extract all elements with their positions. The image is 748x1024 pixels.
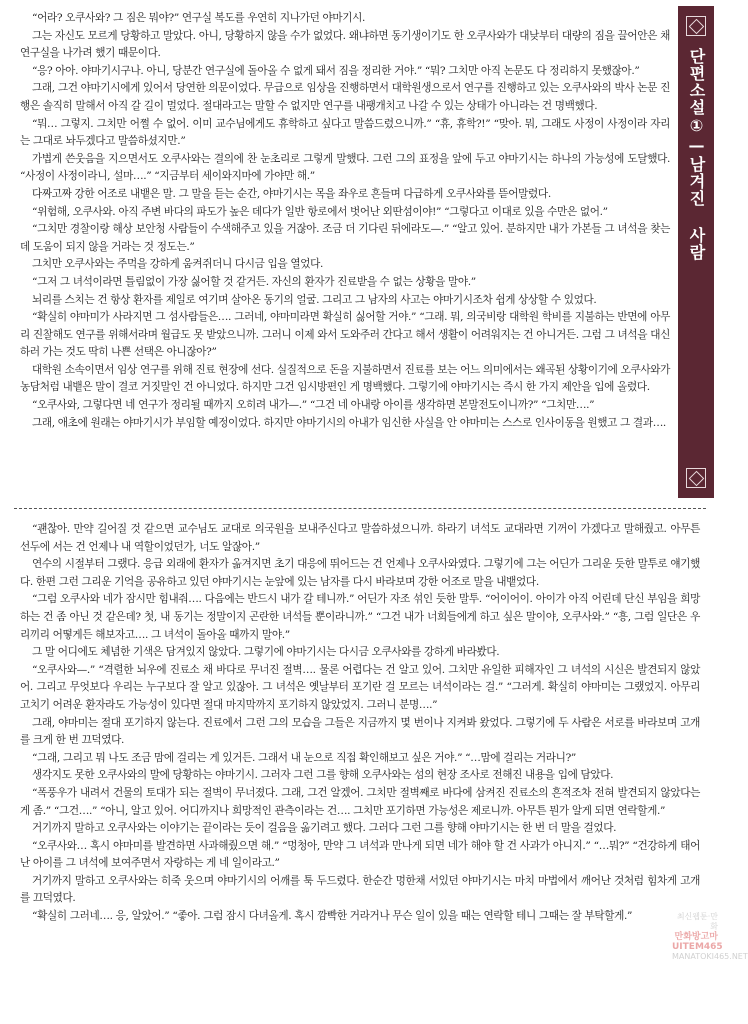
story-paragraph: “응? 아아. 야마기시구나. 아니, 당분간 연구실에 돌아올 수 없게 돼서 짐을 정리한 거야.” “뭐? 그치만 아직 논문도 다 정리하지 못했잖아.” <box>32 64 640 77</box>
story-paragraph: 그래, 야마미는 절대 포기하지 않는다. 진료에서 그런 그의 모습을 그들은 지금까지 몇 번이나 지켜봐 왔었다. 그렇기에 두 사람은 서로를 바라보며 고개를 크게 한 번 끄덕였다. <box>20 716 700 747</box>
watermark-line: 최신웹툰·만화 <box>676 912 718 931</box>
story-paragraph: “확실히 그러네…. 응, 알았어.” “좋아. 그럼 잠시 다녀올게. 혹시 깜빡한 거라거나 무슨 일이 있을 때는 연락할 테니 그때는 잘 부탁할게.” <box>32 910 633 923</box>
story-paragraph: “그치만 경찰이랑 해상 보안청 사람들이 수색해주고 있을 거잖아. 조금 더 기다린 뒤에라도—.” “알고 있어. 분하지만 내가 가본들 그 녀석을 찾는데 도움이 되지 않을 거라는 것 정도는.” <box>20 223 670 253</box>
series-title: 단편소설①—남겨진 사람 <box>687 48 706 261</box>
watermark-url: MANATOKI465.NET <box>672 952 748 961</box>
story-paragraph: 뇌리를 스치는 건 항상 환자를 제일로 여기며 살아온 동기의 얼굴. 그리고 그 남자의 사고는 야마기시조차 쉽게 상상할 수 있었다. <box>32 293 597 306</box>
series-sidebar <box>678 6 714 498</box>
story-paragraph: 그래, 애초에 원래는 야마기시가 부임할 예정이었다. 하지만 야마기시의 아내가 임신한 사실을 안 야마미는 스스로 인사이동을 원했고 그 결과…. <box>32 416 666 429</box>
bottom-story-section <box>20 521 700 926</box>
story-paragraph: “그럼 오쿠사와 네가 잠시만 힘내줘…. 다음에는 반드시 내가 갈 테니까.” 어딘가 자조 섞인 듯한 말투. “어이어이. 아이가 아직 어린데 단신 부임을 희망하는 건 좀 아닌 것 같은데? 첫, 내 동기는 정말이지 곤란한 녀석들 뿐이라니까.” “그건 내가 너희들에게 하고 싶은 말이야, 오쿠사와.” “흥, 그럼 일단은 우리끼리 어떻게든 해보자고…. 그 녀석이 돌아올 때까지 말야.” <box>20 593 700 641</box>
site-watermark <box>672 912 748 1022</box>
story-paragraph: 그는 자신도 모르게 당황하고 말았다. 아니, 당황하지 않을 수가 없었다. 왜냐하면 동기생이기도 한 오쿠사와가 대낮부터 대량의 짐을 끌어안은 채 연구실을 나가려 했기 때문이다. <box>20 29 670 60</box>
story-paragraph: “그래, 그리고 뭐 나도 조금 맘에 걸리는 게 있거든. 그래서 내 눈으로 직접 확인해보고 싶은 거야.” “…맘에 걸리는 거라니?” <box>32 751 576 764</box>
story-paragraph: 대학원 소속이면서 임상 연구를 위해 진료 현장에 선다. 실질적으로 돈을 지불하면서 진료를 보는 어느 의미에서는 왜곡된 상황이기에 오쿠사와가 농담처럼 내뱉은 말이 결코 거짓말인 건 아니었다. 하지만 그건 임시방편인 게 명백했다. 그렇기에 야마기시는 즉시 한 가지 제안을 입에 올렸다. <box>20 363 670 394</box>
story-paragraph: 거기까지 말하고 오쿠사와는 히죽 웃으며 야마기시의 어깨를 툭 두드렸다. 한순간 멍한채 서있던 야마기시는 마치 마법에서 깨어난 것처럼 힘차게 고개를 끄덕였다. <box>20 874 700 905</box>
diamond-knot-icon <box>686 16 706 36</box>
story-paragraph: “폭풍우가 내려서 건물의 토대가 되는 절벽이 무너졌다. 그래, 그건 알겠어. 그치만 절벽째로 바다에 삼켜진 진료소의 흔적조차 전혀 발견되지 않았다는 게 좀.” “그건….” “아니, 알고 있어. 어디까지나 희망적인 관측이라는 건…. 그치만 포기하면 가능성은 제로니까. 아무튼 뭔가 알게 되면 연락할게.” <box>20 786 700 817</box>
story-paragraph: “뭐… 그렇지. 그치만 어쩔 수 없어. 이미 교수님에게도 휴학하고 싶다고 말씀드렸으니까.” “휴, 휴학?!” “맞아. 뭐, 그래도 사정이 사정이라 자리는 그대로 놔두겠다고 말씀하셨지만.” <box>20 117 670 148</box>
story-paragraph: “어라? 오쿠사와? 그 짐은 뭐야?” 연구실 복도를 우연히 지나가던 야마기시. <box>32 12 366 24</box>
story-paragraph: “확실히 야마미가 사라지면 그 섬사람들은…. 그러네, 야마미라면 확실히 싫어할 거야.” “그래. 뭐, 의국비랑 대학원 학비를 지불하는 반면에 아무리 진찰해도 연구를 위해서라며 월급도 못 받았으니까. 그러니 이제 와서 도와주러 간다고 해서 생활이 어려워지는 건 아니거든. 그럼 그 녀석을 대신하러 가는 것도 딱히 나쁜 선택은 아니잖아?” <box>20 311 670 359</box>
story-paragraph: 거기까지 말하고 오쿠사와는 이야기는 끝이라는 듯이 걸음을 옮기려고 했다. 그러다 그런 그를 향해 야마기시는 한 번 더 말을 걸었다. <box>32 822 617 835</box>
story-paragraph: “괜찮아. 만약 길어질 것 같으면 교수님도 교대로 의국원을 보내주신다고 말씀하셨으니까. 하라기 녀석도 교대라면 기꺼이 가겠다고 말해줬고. 아무튼 선두에 서는 건 언제나 내 역할이었던가, 너도 알잖아.” <box>20 523 700 553</box>
story-paragraph: “그저 그 녀석이라면 틀림없이 가장 싫어할 것 같거든. 자신의 환자가 진료받을 수 없는 상황을 말야.” <box>32 275 476 288</box>
story-paragraph: 그 말 어디에도 체념한 기색은 담겨있지 않았다. 그렇기에 야마기시는 다시금 오쿠사와를 강하게 바라봤다. <box>32 646 500 659</box>
story-paragraph: 연수의 시절부터 그랬다. 응급 외래에 환자가 옮겨지면 초기 대응에 뛰어드는 건 언제나 오쿠사와였다. 그렇기에 그는 어딘가 그리운 듯한 말투로 얘기했다. 한편 그런 그리운 기억을 공유하고 있던 야마기시는 눈앞에 있는 남자를 다시 바라보며 강한 어조로 말을 내뱉었다. <box>20 558 700 588</box>
story-paragraph: 생각지도 못한 오쿠사와의 말에 당황하는 야마기시. 그러자 그런 그를 향해 오쿠사와는 섬의 현장 조사로 전해진 내용을 입에 담았다. <box>32 769 614 782</box>
section-divider <box>14 508 706 509</box>
story-paragraph: “오쿠사와, 그렇다면 네 연구가 정리될 때까지 오히려 내가—.” “그건 네 아내랑 아이를 생각하면 본말전도이니까?” “그치만….” <box>32 399 595 412</box>
watermark-brand: 만화방고마UITEM465 <box>672 932 723 952</box>
diamond-knot-icon <box>686 468 706 488</box>
story-paragraph: 그래, 그건 야마기시에게 있어서 당연한 의문이었다. 무급으로 임상을 진행하면서 대학원생으로서 연구를 진행하고 있는 오쿠사와의 박사 논문 진행은 솔직히 말해서 아직 갈 길이 멀었다. 절대라고는 말할 수 없지만 연구를 내팽개치고 나갈 수 있는 상태가 아니라는 건 명백했다. <box>20 82 670 112</box>
story-paragraph: 다짜고짜 강한 어조로 내뱉은 말. 그 말을 듣는 순간, 야마기시는 목을 좌우로 흔들며 다급하게 오쿠사와를 뜯어말렸다. <box>32 187 551 200</box>
story-paragraph: 가볍게 쓴웃음을 지으면서도 오쿠사와는 결의에 찬 눈초리로 그렇게 말했다. 그런 그의 표정을 앞에 두고 야마기시는 하나의 가능성에 도달했다. “사정이 사정이라니, 설마….” “지금부터 세이와지마에 가야만 해.” <box>20 152 670 183</box>
top-story-section <box>20 10 670 432</box>
story-paragraph: “위험해, 오쿠사와. 아직 주변 바다의 파도가 높은 데다가 일반 항로에서 벗어난 외딴섬이야!” “그렇다고 이대로 있을 수만은 없어.” <box>32 205 608 218</box>
story-paragraph: “오쿠사와—.” “격렬한 뇌우에 진료소 채 바다로 무너진 절벽…. 물론 어렵다는 건 알고 있어. 그치만 유일한 피해자인 그 녀석의 시신은 발견되지 않았어. 그리고 무엇보다 우리는 누구보다 잘 알고 있잖아. 그 녀석은 옛날부터 포기란 걸 모르는 녀석이라는 걸.” “그러게. 확실히 야마미는 그랬었지. 아무리 고치기 어려운 환자라도 가능성이 있다면 절대 마지막까지 포기하지 않았었지. 그러니 분명….” <box>20 663 700 711</box>
story-paragraph: 그치만 오쿠사와는 주먹을 강하게 움켜쥐더니 다시금 입을 열었다. <box>32 258 323 271</box>
story-paragraph: “오쿠사와… 혹시 야마미를 발견하면 사과해줬으면 해.” “멍청아, 만약 그 녀석과 만나게 되면 네가 해야 할 건 사과가 아니지.” “…뭐?” “건강하게 태어난 아이를 그 녀석에 보여주면서 자랑하는 게 네 일이라고.” <box>20 839 700 870</box>
